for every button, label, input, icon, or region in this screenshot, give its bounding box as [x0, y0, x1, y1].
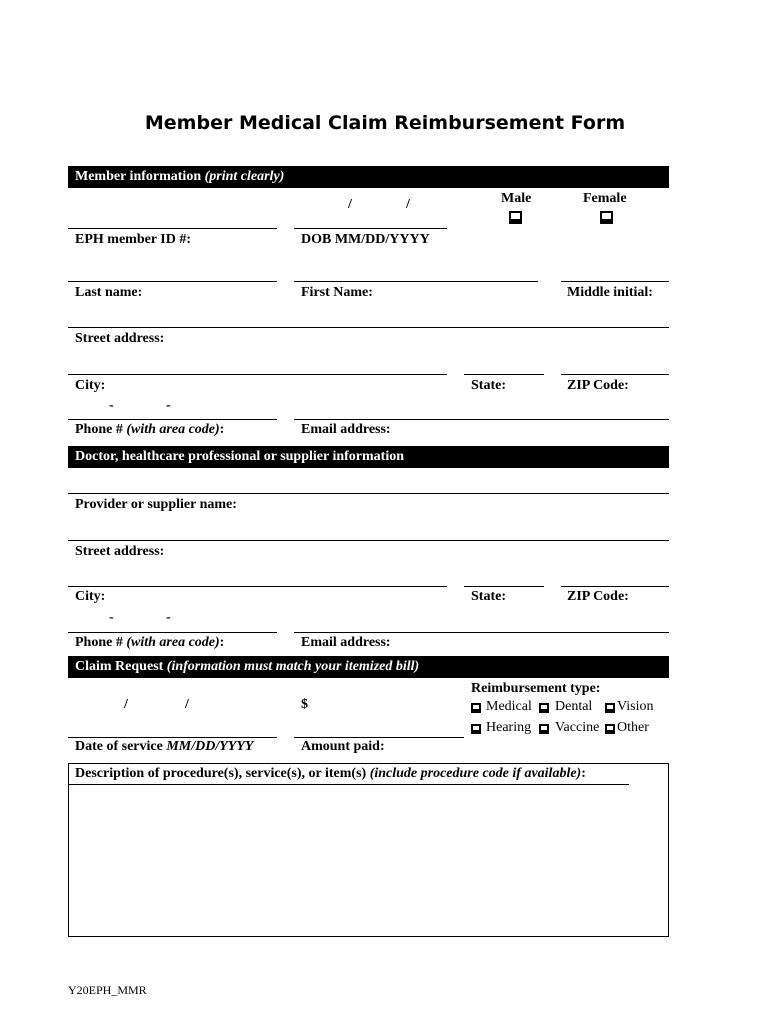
last-name-label: Last name: — [75, 285, 143, 300]
state-label: State: — [471, 378, 506, 393]
email-line[interactable] — [294, 419, 669, 420]
reimbursement-type-label: Reimbursement type: — [471, 681, 601, 696]
provider-zip-label: ZIP Code: — [567, 589, 629, 604]
vision-checkbox[interactable] — [605, 703, 615, 713]
page-title: Member Medical Claim Reimbursement Form — [144, 112, 626, 134]
dob-separator-1: / — [348, 197, 352, 212]
phone-separator-1: - — [109, 398, 114, 413]
provider-street-line[interactable] — [68, 540, 669, 541]
first-name-label: First Name: — [301, 285, 373, 300]
member-section-header: Member information (print clearly) — [68, 166, 669, 188]
dob-label: DOB MM/DD/YYYY — [301, 232, 430, 247]
service-date-separator-2: / — [185, 697, 189, 712]
provider-email-label: Email address: — [301, 635, 391, 650]
first-name-line[interactable] — [294, 281, 538, 282]
vision-option-label: Vision — [617, 699, 654, 714]
medical-option-label: Medical — [486, 699, 532, 714]
provider-name-line[interactable] — [68, 493, 669, 494]
dental-option-label: Dental — [555, 699, 593, 714]
provider-state-label: State: — [471, 589, 506, 604]
zip-label: ZIP Code: — [567, 378, 629, 393]
vaccine-checkbox[interactable] — [539, 724, 549, 734]
city-line[interactable] — [68, 374, 447, 375]
hearing-checkbox[interactable] — [471, 724, 481, 734]
claim-section-header: Claim Request (information must match your itemized bill) — [68, 656, 669, 678]
dollar-sign: $ — [301, 697, 308, 712]
description-box[interactable] — [68, 763, 669, 937]
provider-city-line[interactable] — [68, 586, 447, 587]
zip-line[interactable] — [561, 374, 669, 375]
phone-label: Phone # (with area code): — [75, 422, 225, 437]
amount-paid-label: Amount paid: — [301, 739, 385, 754]
gender-female-label: Female — [583, 191, 627, 206]
medical-checkbox[interactable] — [471, 703, 481, 713]
amount-paid-line[interactable] — [294, 737, 464, 738]
description-label-underline — [68, 784, 629, 785]
hearing-option-label: Hearing — [486, 720, 532, 735]
service-date-line[interactable] — [68, 737, 277, 738]
provider-street-label: Street address: — [75, 544, 165, 559]
provider-email-line[interactable] — [294, 632, 669, 633]
provider-phone-line[interactable] — [68, 632, 277, 633]
dob-line[interactable] — [294, 228, 447, 229]
last-name-line[interactable] — [68, 281, 277, 282]
gender-male-label: Male — [501, 191, 532, 206]
middle-initial-line[interactable] — [561, 281, 669, 282]
dob-separator-2: / — [406, 197, 410, 212]
provider-section-header: Doctor, healthcare professional or supplier information — [68, 446, 669, 468]
member-id-label: EPH member ID #: — [75, 232, 191, 247]
provider-name-label: Provider or supplier name: — [75, 497, 237, 512]
other-checkbox[interactable] — [605, 724, 615, 734]
provider-phone-separator-1: - — [109, 610, 114, 625]
street-label: Street address: — [75, 331, 165, 346]
provider-city-label: City: — [75, 589, 106, 604]
city-label: City: — [75, 378, 106, 393]
description-label: Description of procedure(s), service(s), or item(s) (include procedure code if available): — [75, 766, 586, 781]
member-id-line[interactable] — [68, 228, 277, 229]
dental-checkbox[interactable] — [539, 703, 549, 713]
service-date-label: Date of service MM/DD/YYYY — [75, 739, 254, 754]
phone-line[interactable] — [68, 419, 277, 420]
service-date-separator-1: / — [124, 697, 128, 712]
female-checkbox[interactable] — [600, 211, 613, 224]
state-line[interactable] — [464, 374, 544, 375]
vaccine-option-label: Vaccine — [555, 720, 600, 735]
form-code: Y20EPH_MMR — [68, 983, 147, 997]
other-option-label: Other — [617, 720, 649, 735]
street-line[interactable] — [68, 327, 669, 328]
provider-state-line[interactable] — [464, 586, 544, 587]
male-checkbox[interactable] — [509, 211, 522, 224]
provider-zip-line[interactable] — [561, 586, 669, 587]
middle-initial-label: Middle initial: — [567, 285, 653, 300]
provider-phone-label: Phone # (with area code): — [75, 635, 225, 650]
phone-separator-2: - — [166, 398, 171, 413]
email-label: Email address: — [301, 422, 391, 437]
provider-phone-separator-2: - — [166, 610, 171, 625]
